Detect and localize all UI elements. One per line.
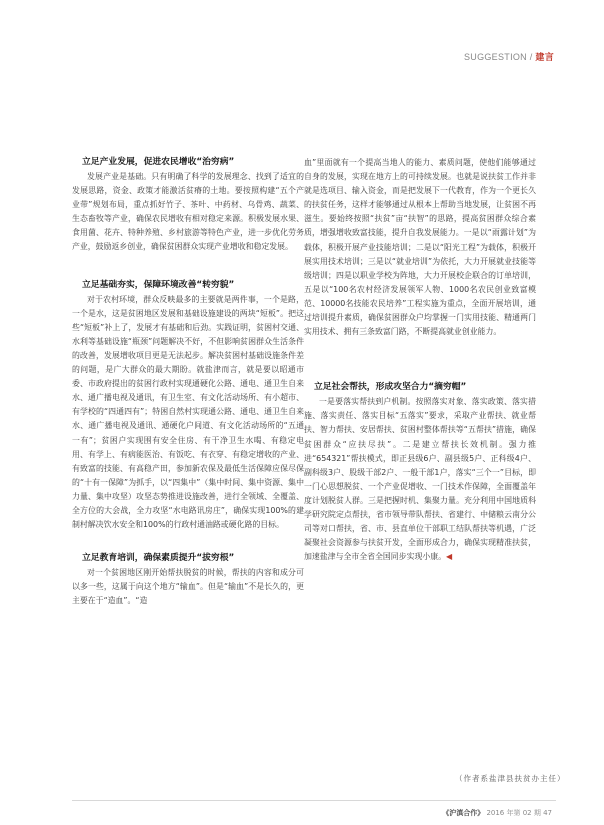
section-title-education: 立足教育培训，确保素质提升“拔穷根” <box>82 553 235 564</box>
section-title-social-support: 立足社会帮扶，形成攻坚合力“摘穷帽” <box>314 382 467 393</box>
issue-label: 2016 年第 02 期 <box>486 809 541 817</box>
page-number: 47 <box>543 809 552 817</box>
section-body-social-support <box>304 395 536 564</box>
section-body-education-cont: 血”里面就有一个提高当地人的能力、素质问题，使他们能够通过自身的发展，实现在地方上的可持续发展。也就是说扶贫工作并非就是选项目、输入资金，而是把发展下一代教育，作为一个更长久的扶贫任务，这样才能够通过从根本上帮助当地发展，让贫困不再滋生。要始终按照“扶贫”亩“扶智”的思路，提高贫困群众综合素质，增强增收致富技能，提升自我发展能力。一是以“雨露计划”为载体，积极开展产业技能培训；二是以“阳光工程”为载体，积极开展实用技术培训；三是以“就业培训”为依托，大力开展就业技能等级培训；四是以职业学校为阵地，大力开展校企联合的订单培训，五是以“100名农村经济发展领军人物、1000名农民创业致富模范、10000名技能农民培养”工程实施为重点，全面开展培训，通过培训提升素质，确保贫困群众户均掌握一门实用技能、精通两门实用技术、拥有三条致富门路，不断提高就业创业能力。 <box>304 158 536 337</box>
section-header <box>464 50 554 63</box>
section-label-en: SUGGESTION <box>463 52 527 62</box>
section-label-cn: 建言 <box>535 52 554 62</box>
section-separator: / <box>526 52 536 62</box>
left-column <box>72 154 304 608</box>
section-body-infrastructure: 对于农村环境，群众反映最多的主要就是两件事，一个是路，一个是水，这是贫困地区发展和基础设施建设的两块“短板”。把这些“短板”补上了，发展才有基础和后劲。实践证明，贫困村交通、水利等基础设施“瓶颈”问题解决不好，不但影响贫困群众生活条件的改善，发展增收项目更是无法起步。解决贫困村基础设施条件差的问题，是广大群众的最大期盼。就盐津而言，就是要以昭通市委、市政府提出的贫困行政村实现通硬化公路、通电、通卫生自来水、通广播电视及通讯，有卫生室、有文化活动场所、有小超市、有学校的“四通四有”；特困自然村实现通公路、通电、通卫生自来水、通广播电视及通讯、通硬化户间道、有文化活动场所的“五通一有”；贫困户实现围有安全住房、有干净卫生水喝、有稳定电用、有学上、有病能医治、有饭吃、有衣穿、有稳定增收的产业、有致富的技能、有高稳产田，参加新农保及最低生活保障应保尽保的“十有一保障”为抓手，以“四集中”（集中时间、集中资源、集中力量、集中攻坚）攻坚态势推进设施改善，进行全领域、全覆盖、全方位的大会战，全力攻坚“水电路讯房庄”，确保实现100%的建制村解决饮水安全和100%的行政村通油路或硬化路的目标。 <box>72 294 304 530</box>
section-body-education: 对一个贫困地区刚开始帮扶脱贫的时候，帮扶的内容和成分可以多一些，这属于向这个地方“输血”。但是“输血”不是长久的，更主要在于“造血”。“造 <box>72 568 304 606</box>
author-note: （作者系盐津县扶贫办主任） <box>455 774 566 783</box>
section-body-industry: 发展产业是基础。只有明确了科学的发展理念、找到了适宜的发展思路，资金、政策才能激活贫瘠的土地。要按照构建“五个产业带”规划布局，重点抓好竹子、茶叶、中药材、乌骨鸡、蔬菜、生态畜牧等产业，确保农民增收有相对稳定来源。积极发展水果、食用菌、花卉、特种养殖、乡村旅游等特色产业，进一步优化劳务产业，鼓励返乡创业，确保贫困群众实现产业增收和稳定发展。 <box>72 172 304 252</box>
end-of-article-icon: ◀ <box>446 552 453 562</box>
social-support-text: 一是要落实帮扶到户机制。按照落实对象、落实政策、落实措施、落实责任、落实目标“五落实”要求，采取产业帮扶、就业帮扶、智力帮扶、安居帮扶、贫困村整体帮扶等“五帮扶”措施，确保贫困群众“应扶尽扶”。二是建立帮扶长效机制。强力推进“654321”帮扶模式，即正县级6户、副县级5户、正科级4户、副科级3户、股级干部2户、一般干部1户，落实“三个一”目标，即一门心思想脱贫、一个产业促增收、一门技术作保障，全面覆盖年度计划脱贫人群。三是把握时机、集聚力量。充分利用中国地质科学研究院定点帮扶，省市领导带队帮扶、省建行、中储粮云南分公司等对口帮扶，省、市、县直单位干部职工结队帮扶等机遇，广泛凝聚社会资源参与扶贫开发，全面形成合力，确保实现精准扶贫，加速盐津与全市全省全国同步实现小康。 <box>304 397 536 562</box>
section-title-infrastructure: 立足基础夯实，保障环境改善“转穷貌” <box>82 279 235 290</box>
section-title-industry: 立足产业发展，促进农民增收“治穷病” <box>82 157 235 167</box>
right-column <box>304 156 536 564</box>
magazine-title: 《沪滇合作》 <box>442 809 485 817</box>
footer-divider <box>72 800 556 801</box>
page-footer <box>442 808 552 818</box>
